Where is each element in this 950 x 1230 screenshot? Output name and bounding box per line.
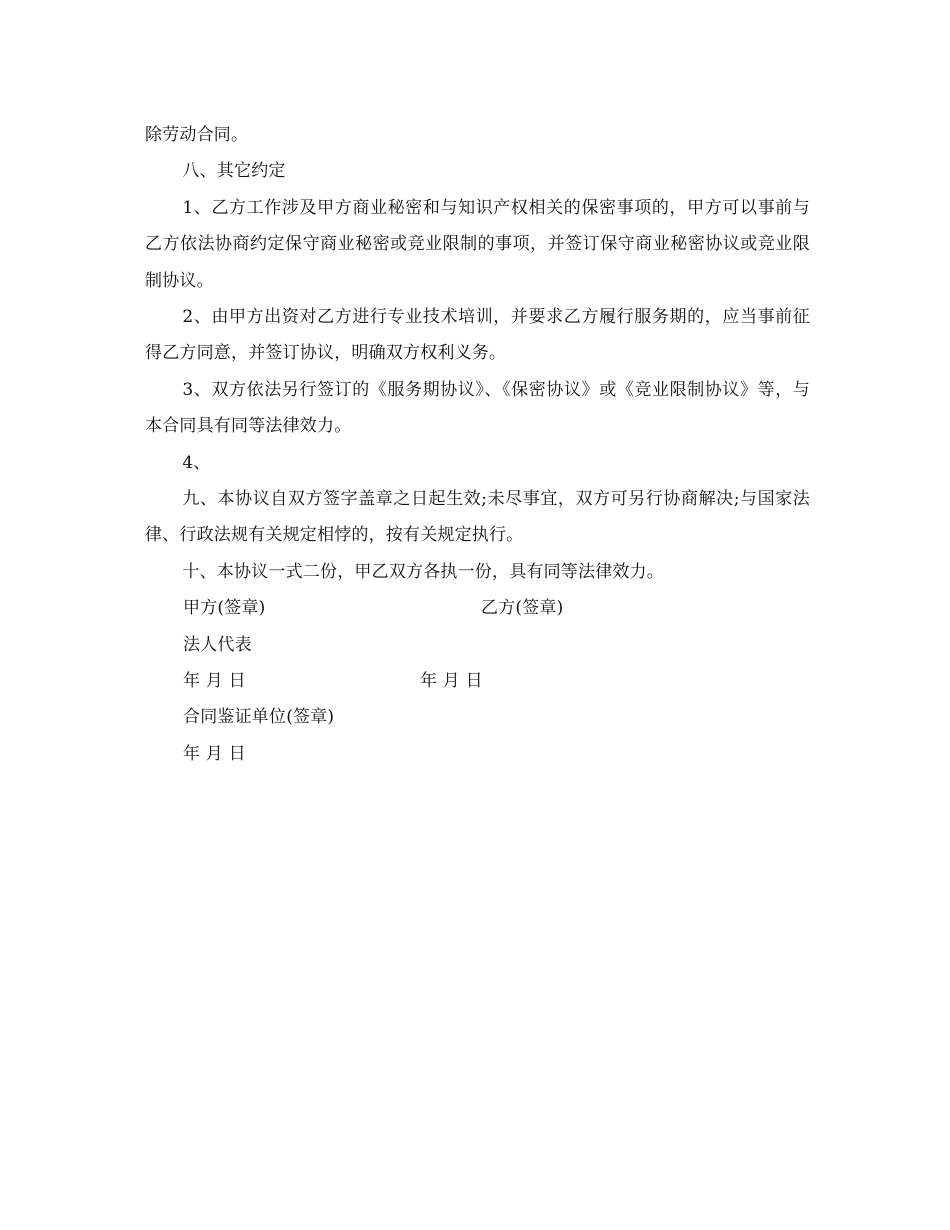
clause-2: 2、由甲方出资对乙方进行专业技术培训，并要求乙方履行服务期的，应当事前征得乙方同意，并签订协议，明确双方权利义务。: [145, 307, 810, 364]
date-party-b: 年 月 日: [420, 671, 483, 692]
date-verification: 年 月 日: [183, 743, 246, 764]
section-10: 十、本协议一式二份，甲乙双方各执一份，具有同等法律效力。: [182, 561, 664, 582]
clause-4: 4、: [182, 452, 211, 473]
document-body: [145, 117, 810, 772]
clause-1: 1、乙方工作涉及甲方商业秘密和与知识产权相关的保密事项的，甲方可以事前与乙方依法协商约定保守商业秘密或竞业限制的事项，并签订保守商业秘密协议或竞业限制协议。: [145, 197, 810, 291]
signature-row-verify-date: [145, 736, 810, 772]
clause-3: 3、双方依法另行签订的《服务期协议》、《保密协议》或《竞业限制协议》等，与本合同具有同等法律效力。: [145, 379, 810, 437]
legal-representative: 法人代表: [183, 634, 252, 655]
section-9: 九、本协议自双方签字盖章之日起生效;未尽事宜，双方可另行协商解决;与国家法律、行政法规有关规定相悖的，按有关规定执行。: [145, 489, 810, 546]
party-b-signature: 乙方(签章): [481, 598, 564, 619]
signature-row-legal-rep: [145, 627, 810, 663]
paragraph-continuation: 除劳动合同。: [145, 125, 249, 145]
party-a-signature: 甲方(签章): [183, 598, 266, 619]
section-heading-8: 八、其它约定: [182, 161, 286, 182]
signature-row-verify: [145, 699, 810, 735]
signature-row-dates: [145, 663, 810, 699]
verification-unit: 合同鉴证单位(签章): [183, 707, 335, 728]
date-party-a: 年 月 日: [183, 671, 246, 692]
signature-row-parties: [145, 590, 810, 626]
